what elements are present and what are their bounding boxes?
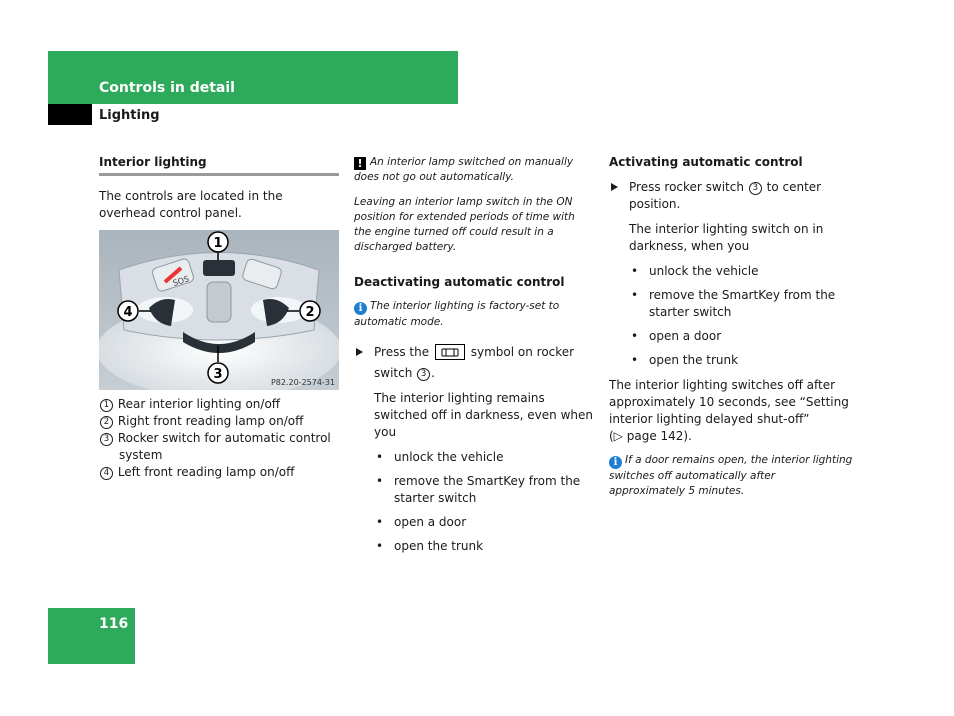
list-item: • open the trunk: [629, 352, 854, 369]
overhead-panel-figure: [99, 230, 339, 390]
list-item: • open a door: [374, 514, 594, 531]
legend-item: 3 Rocker switch for automatic control: [99, 430, 339, 447]
deactivate-heading: Deactivating automatic control: [354, 275, 565, 289]
activate-step: Press rocker switch 3 to center position.: [609, 179, 854, 213]
list-item: • open the trunk: [374, 538, 594, 555]
info-icon: i: [354, 302, 367, 315]
warning-icon: !: [354, 157, 366, 170]
deactivate-bullets: [354, 449, 594, 555]
callout-4: 4: [123, 305, 133, 320]
callout-3: 3: [213, 367, 223, 382]
warning-note-2: Leaving an interior lamp switch in the ON position for extended periods of time with the engine turned off could result in a discharged battery.: [354, 196, 575, 253]
info-note: i The interior lighting is factory-set to automatic mode.: [354, 300, 560, 328]
legend-item: 4 Left front reading lamp on/off: [99, 464, 339, 481]
activate-result: The interior lighting switch on in darkness, when you: [629, 222, 824, 253]
step-arrow-icon: [611, 183, 618, 191]
figure-caption: P82.20-2574-31: [270, 378, 335, 387]
list-item: • unlock the vehicle: [374, 449, 594, 466]
info-note-door: i If a door remains open, the interior lighting switches off automatically after approximately 5 minutes.: [609, 454, 853, 497]
legend-item: 2 Right front reading lamp on/off: [99, 413, 339, 430]
list-item: • open a door: [629, 328, 854, 345]
activate-bullets: [609, 263, 854, 369]
intro-text: The controls are located in the overhead control panel.: [99, 189, 283, 220]
legend-item-cont: system: [119, 448, 163, 462]
warning-note: ! An interior lamp switched on manually does not go out automatically.: [354, 156, 574, 183]
sos-label: SOS: [171, 274, 191, 288]
interior-lighting-heading: Interior lighting: [99, 155, 339, 176]
list-item: • remove the SmartKey from the starter switch: [629, 287, 854, 321]
page-reference[interactable]: (▷ page 142).: [609, 429, 692, 443]
auto-lamp-icon: [435, 344, 465, 365]
column-1: [99, 155, 339, 481]
header-bar: [48, 51, 458, 104]
step-arrow-icon: [356, 348, 363, 356]
callout-2: 2: [305, 305, 315, 320]
list-item: • unlock the vehicle: [629, 263, 854, 280]
deactivate-result: The interior lighting remains switched off in darkness, even when you: [374, 391, 593, 439]
shutoff-para: The interior lighting switches off after approximately 10 seconds, see “Setting interior lighting delayed shut-off”: [609, 378, 849, 426]
column-3: [609, 155, 854, 509]
callout-1: 1: [213, 236, 223, 251]
figure-legend: [99, 396, 339, 481]
info-icon: i: [609, 456, 622, 469]
subsection-title: Lighting: [99, 108, 160, 123]
page-number: 116: [99, 616, 129, 632]
column-2: [354, 155, 594, 563]
legend-item: 1 Rear interior lighting on/off: [99, 396, 339, 413]
section-title: Controls in detail: [99, 80, 235, 96]
activate-heading: Activating automatic control: [609, 155, 803, 169]
deactivate-step: Press the symbol on rocker switch 3 .: [354, 344, 594, 382]
header-marker: [48, 104, 92, 125]
list-item: • remove the SmartKey from the starter switch: [374, 473, 594, 507]
